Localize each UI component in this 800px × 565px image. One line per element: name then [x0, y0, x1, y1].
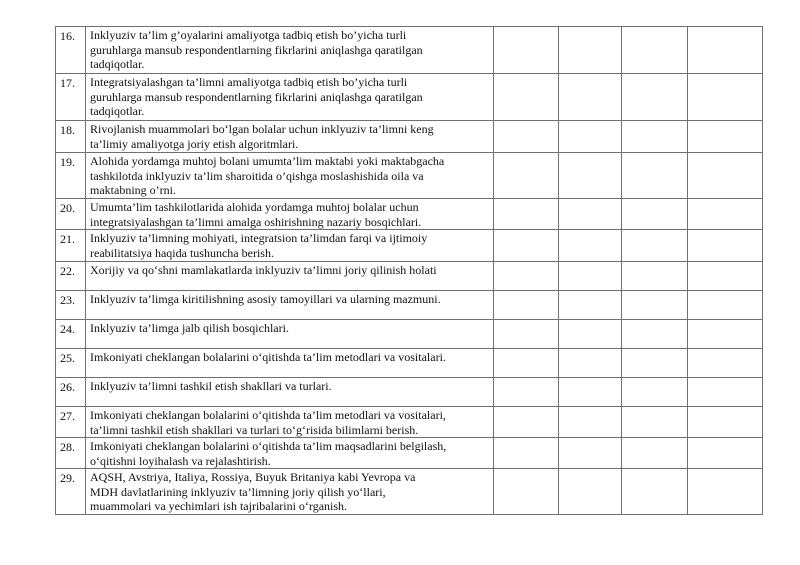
topic-line: tadqiqotlar. [90, 104, 145, 118]
topic-line: o‘qitishni loyihalash va rejalashtirish. [90, 453, 271, 468]
empty-cell [622, 407, 688, 438]
row-number: 23. [56, 291, 86, 320]
empty-cell [688, 407, 763, 438]
empty-cell [559, 74, 622, 121]
topic-line: ta’limiy amaliyotga joriy etish algoritmlari. [90, 136, 299, 151]
topic-line: guruhlarga mansub respondentlarning fikrlarini aniqlashga qaratilgan [90, 89, 423, 104]
table-row [56, 320, 763, 349]
table-row [56, 199, 763, 230]
topic-line: tashkilotda inklyuziv ta’lim sharoitida o’qishga moslashishida oila va [90, 168, 424, 183]
empty-cell [622, 121, 688, 153]
empty-cell [622, 27, 688, 74]
topics-table [55, 26, 763, 515]
topic-line: Inklyuziv ta’limni tashkil etish shakllari va turlari. [90, 379, 332, 393]
table-row [56, 121, 763, 153]
empty-cell [688, 378, 763, 407]
row-number: 28. [56, 438, 86, 469]
topic-cell [86, 349, 494, 378]
empty-cell [494, 469, 559, 515]
table-row [56, 153, 763, 199]
topic-cell [86, 199, 494, 230]
row-number: 29. [56, 469, 86, 515]
topic-line: Inklyuziv ta’limga jalb qilish bosqichlari. [90, 321, 289, 335]
table-row [56, 27, 763, 74]
topic-cell [86, 27, 494, 74]
empty-cell [688, 349, 763, 378]
row-number: 19. [56, 153, 86, 199]
topics-table-body [56, 27, 763, 515]
empty-cell [559, 438, 622, 469]
row-number: 18. [56, 121, 86, 153]
topic-cell [86, 153, 494, 199]
row-number: 21. [56, 230, 86, 262]
topic-line: reabilitatsiya haqida tushuncha berish. [90, 245, 274, 260]
empty-cell [688, 291, 763, 320]
empty-cell [688, 121, 763, 153]
topic-line: Imkoniyati cheklangan bolalarini o‘qitishda ta’lim metodlari va vositalari, [90, 408, 446, 422]
empty-cell [622, 378, 688, 407]
empty-cell [559, 378, 622, 407]
row-number: 25. [56, 349, 86, 378]
empty-cell [559, 407, 622, 438]
row-number: 26. [56, 378, 86, 407]
topic-cell [86, 230, 494, 262]
table-row [56, 262, 763, 291]
empty-cell [494, 320, 559, 349]
row-number: 27. [56, 407, 86, 438]
topic-line: Umumta’lim tashkilotlarida alohida yordamga muhtoj bolalar uchun [90, 200, 419, 214]
table-row [56, 74, 763, 121]
empty-cell [494, 407, 559, 438]
empty-cell [559, 230, 622, 262]
empty-cell [494, 378, 559, 407]
topic-line: Imkoniyati cheklangan bolalarini o‘qitishda ta’lim metodlari va vositalari. [90, 350, 446, 364]
empty-cell [494, 230, 559, 262]
empty-cell [688, 27, 763, 74]
table-row [56, 230, 763, 262]
empty-cell [494, 27, 559, 74]
topic-line: Inklyuziv ta’limga kiritilishning asosiy tamoyillari va ularning mazmuni. [90, 292, 441, 306]
topic-cell [86, 74, 494, 121]
topic-line: guruhlarga mansub respondentlarning fikrlarini aniqlashga qaratilgan [90, 42, 423, 57]
topic-line: muammolari va yechimlari ish tajribalarini o‘rganish. [90, 499, 348, 513]
empty-cell [494, 121, 559, 153]
row-number: 20. [56, 199, 86, 230]
empty-cell [559, 153, 622, 199]
table-row [56, 291, 763, 320]
empty-cell [688, 262, 763, 291]
empty-cell [559, 27, 622, 74]
table-row [56, 469, 763, 515]
topic-line: Inklyuziv ta’limning mohiyati, integratsion ta’limdan farqi va ijtimoiy [90, 231, 428, 245]
empty-cell [688, 320, 763, 349]
empty-cell [688, 438, 763, 469]
row-number: 22. [56, 262, 86, 291]
topic-cell [86, 291, 494, 320]
empty-cell [494, 74, 559, 121]
row-number: 16. [56, 27, 86, 74]
topic-line: Integratsiyalashgan ta’limni amaliyotga tadbiq etish bo’yicha turli [90, 75, 408, 89]
empty-cell [494, 262, 559, 291]
empty-cell [622, 438, 688, 469]
table-row [56, 349, 763, 378]
empty-cell [688, 199, 763, 230]
empty-cell [622, 74, 688, 121]
topic-line: ta’limni tashkil etish shakllari va turlari to‘g‘risida bilimlarni berish. [90, 422, 419, 437]
empty-cell [559, 320, 622, 349]
empty-cell [559, 469, 622, 515]
topic-cell [86, 438, 494, 469]
topic-line: Inklyuziv ta’lim g’oyalarini amaliyotga tadbiq etish bo’yicha turli [90, 28, 407, 42]
topic-cell [86, 378, 494, 407]
empty-cell [622, 320, 688, 349]
empty-cell [622, 153, 688, 199]
table-row [56, 378, 763, 407]
empty-cell [622, 262, 688, 291]
empty-cell [622, 349, 688, 378]
empty-cell [494, 199, 559, 230]
topic-cell [86, 121, 494, 153]
empty-cell [494, 291, 559, 320]
empty-cell [559, 349, 622, 378]
empty-cell [688, 74, 763, 121]
topic-line: AQSH, Avstriya, Italiya, Rossiya, Buyuk Britaniya kabi Yevropa va [90, 470, 416, 484]
table-row [56, 438, 763, 469]
topic-line: maktabning o’rni. [90, 183, 176, 197]
empty-cell [622, 199, 688, 230]
topic-line: Alohida yordamga muhtoj bolani umumta’lim maktabi yoki maktabgacha [90, 154, 445, 168]
topic-cell [86, 407, 494, 438]
empty-cell [559, 262, 622, 291]
empty-cell [622, 230, 688, 262]
topic-line: Rivojlanish muammolari bo‘lgan bolalar uchun inklyuziv ta’limni keng [90, 122, 434, 136]
empty-cell [559, 199, 622, 230]
empty-cell [688, 230, 763, 262]
topic-line: Imkoniyati cheklangan bolalarini o‘qitishda ta’lim maqsadlarini belgilash, [90, 439, 447, 453]
topic-line: tadqiqotlar. [90, 57, 145, 71]
empty-cell [559, 121, 622, 153]
topic-line: Xorijiy va qo‘shni mamlakatlarda inklyuziv ta’limni joriy qilinish holati [90, 263, 437, 277]
empty-cell [622, 291, 688, 320]
row-number: 17. [56, 74, 86, 121]
topic-cell [86, 469, 494, 515]
topic-cell [86, 320, 494, 349]
empty-cell [688, 469, 763, 515]
empty-cell [494, 438, 559, 469]
topic-line: MDH davlatlarining inklyuziv ta’limning joriy qilish yo‘llari, [90, 484, 386, 499]
empty-cell [494, 153, 559, 199]
empty-cell [688, 153, 763, 199]
row-number: 24. [56, 320, 86, 349]
topic-line: integratsiyalashgan ta’limni amalga oshirishning nazariy bosqichlari. [90, 214, 422, 229]
empty-cell [559, 291, 622, 320]
table-row [56, 407, 763, 438]
empty-cell [494, 349, 559, 378]
empty-cell [622, 469, 688, 515]
topic-cell [86, 262, 494, 291]
